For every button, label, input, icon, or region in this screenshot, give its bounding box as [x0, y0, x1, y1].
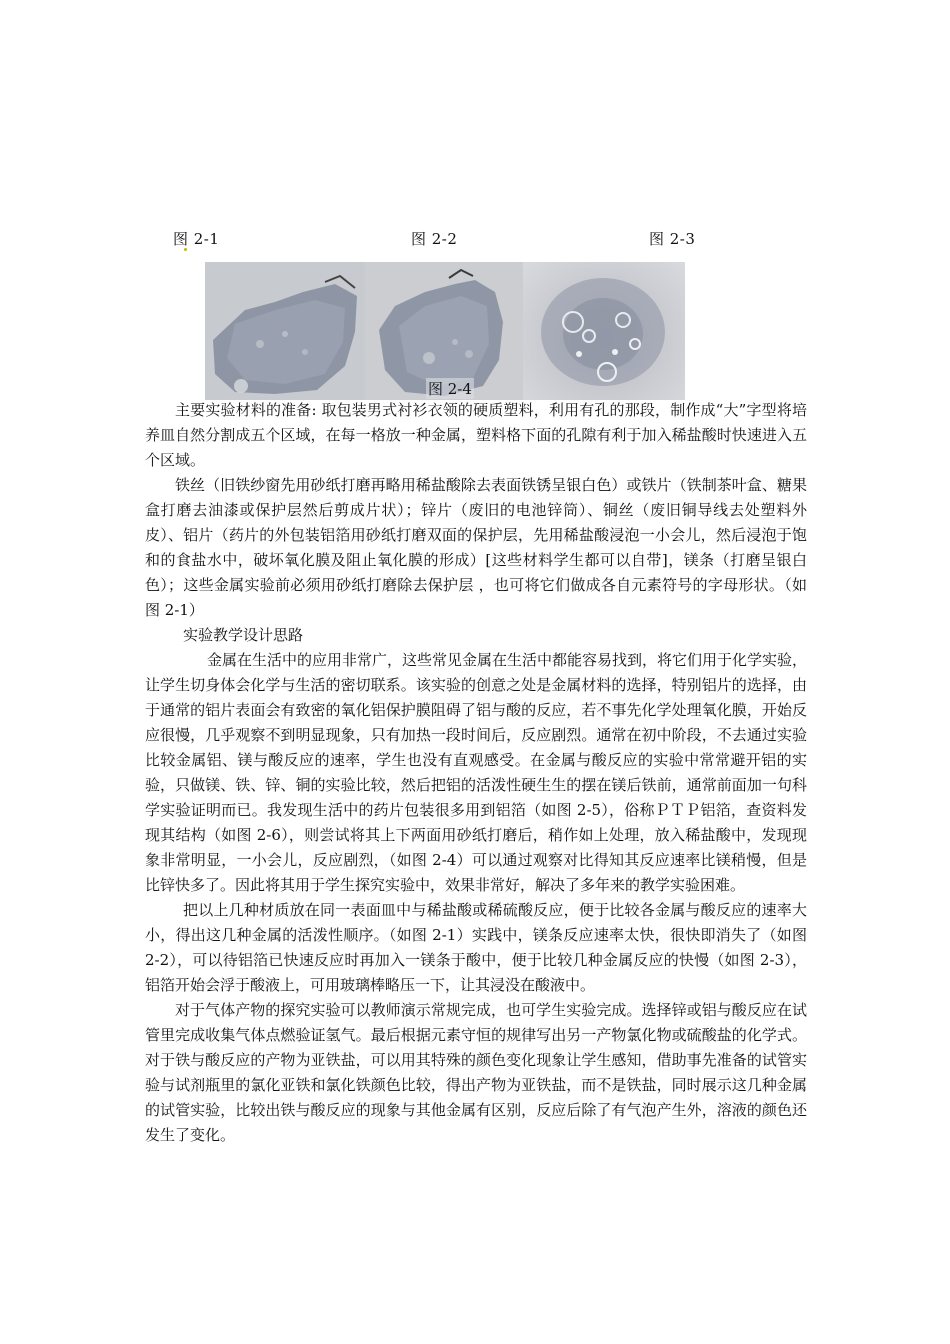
paragraph-comparison: 把以上几种材质放在同一表面皿中与稀盐酸或稀硫酸反应，便于比较各金属与酸反应的速率大小，得出这几种金属的活泼性顺序。（如图 2-1）实践中，镁条反应速率太快，很快即消失了（如图 2-2），可以待铝箔已快速反应时再加入一镁条于酸中，便于比较几种金属反应的快慢（如图 2-3），铝箔开始会浮于酸液上，可用玻璃棒略压一下，让其浸没在酸液中。 — [145, 901, 807, 994]
photo-aluminum-foil-1 — [205, 262, 365, 400]
paragraph-gas-products: 对于气体产物的探究实验可以教师演示常规完成，也可学生实验完成。选择锌或铝与酸反应在试管里完成收集气体点燃验证氢气。最后根据元素守恒的规律写出另一产物氯化物或硫酸盐的化学式。对于铁与酸反应的产物为亚铁盐，可以用其特殊的颜色变化现象让学生感知，借助事先准备的试管实验与试剂瓶里的氯化亚铁和氯化铁颜色比较，得出产物为亚铁盐，而不是铁盐，同时展示这几种金属的试管实验，比较出铁与酸反应的现象与其他金属有区别，反应后除了有气泡产生外，溶液的颜色还发生了变化。 — [145, 1001, 807, 1144]
caption-fig-2-1: 图 2-1 — [173, 230, 220, 248]
paragraph-materials: 主要实验材料的准备: 取包装男式衬衫衣领的硬质塑料，利用有孔的那段，制作成“大”字型将培养皿自然分割成五个区域，在每一格放一种金属，塑料格下面的孔隙有利于加入稀盐酸时快速进入五个区域。 — [145, 401, 807, 469]
caption-fig-2-2: 图 2-2 — [411, 230, 458, 248]
paragraph-metals: 铁丝（旧铁纱窗先用砂纸打磨再略用稀盐酸除去表面铁锈呈银白色）或铁片（铁制茶叶盒、糖果盒打磨去油漆或保护层然后剪成片状）；锌片（废旧的电池锌筒）、铜丝（废旧铜导线去处塑料外皮）、铝片（药片的外包装铝箔用砂纸打磨双面的保护层，先用稀盐酸浸泡一小会儿，然后浸泡于饱和的食盐水中，破坏氧化膜及阻止氧化膜的形成）[这些材料学生都可以自带]，镁条（打磨呈银白色）；这些金属实验前必须用砂纸打磨除去保护层 ，也可将它们做成各自元素符号的字母形状。（如图 2-1） — [145, 476, 807, 619]
article-body — [145, 398, 807, 1148]
caption-fig-2-3: 图 2-3 — [649, 230, 696, 248]
section-heading: 实验教学设计思路 — [183, 626, 304, 644]
photo-reaction-bubbles — [523, 262, 685, 400]
mark-dot — [184, 248, 187, 251]
caption-fig-2-4: 图 2-4 — [428, 380, 472, 398]
paragraph-design: 金属在生活中的应用非常广，这些常见金属在生活中都能容易找到，将它们用于化学实验，让学生切身体会化学与生活的密切联系。该实验的创意之处是金属材料的选择，特别铝片的选择，由于通常的铝片表面会有致密的氧化铝保护膜阻碍了铝与酸的反应，若不事先化学处理氧化膜，开始反应很慢，几乎观察不到明显现象，只有加热一段时间后，反应剧烈。通常在初中阶段，不去通过实验比较金属铝、镁与酸反应的速率，学生也没有直观感受。在金属与酸反应的实验中常常避开铝的实验，只做镁、铁、锌、铜的实验比较，然后把铝的活泼性硬生生的摆在镁后铁前，通常前面加一句科学实验证明而已。我发现生活中的药片包装很多用到铝箔（如图 2-5），俗称ＰＴＰ铝箔，查资料发现其结构（如图 2-6），则尝试将其上下两面用砂纸打磨后，稍作如上处理，放入稀盐酸中，发现现象非常明显，一小会儿，反应剧烈，（如图 2-4）可以通过观察对比得知其反应速率比镁稍慢，但是比锌快多了。因此将其用于学生探究实验中，效果非常好，解决了多年来的教学实验困难。 — [145, 651, 808, 894]
